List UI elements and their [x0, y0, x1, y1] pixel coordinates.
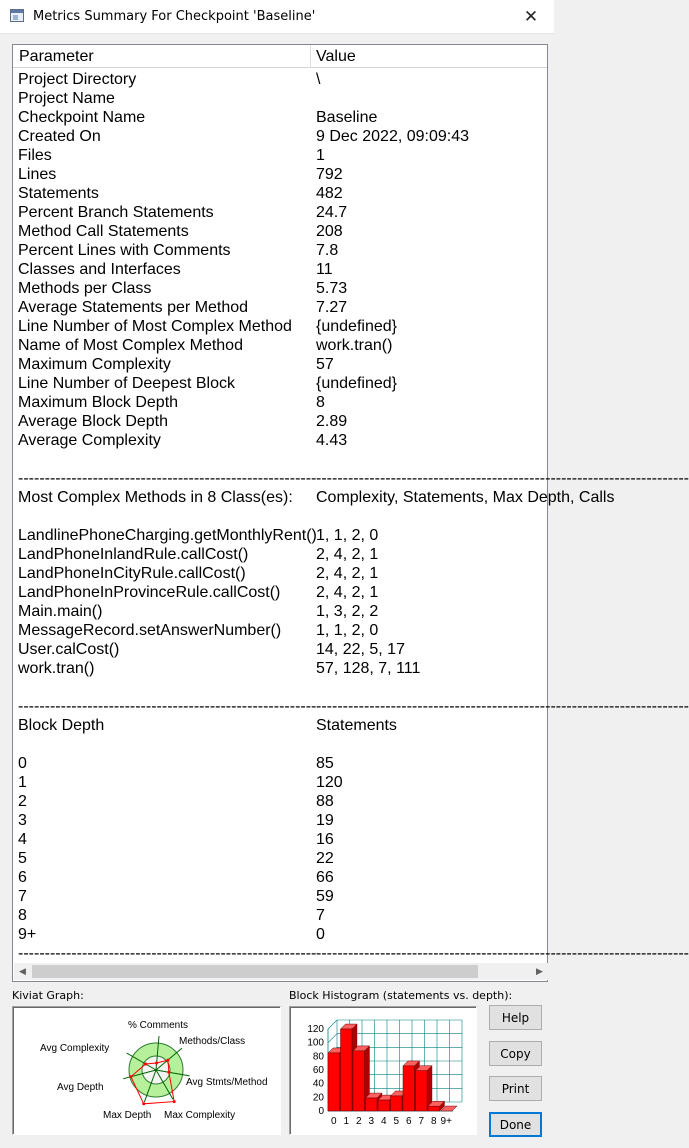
- parameter-cell: Average Complexity: [18, 432, 161, 449]
- table-row[interactable]: [13, 241, 547, 260]
- value-cell: 120: [316, 774, 343, 791]
- kiviat-axis-label: Avg Depth: [57, 1082, 104, 1093]
- table-row[interactable]: [13, 393, 547, 412]
- app-window-icon: [10, 9, 24, 22]
- table-row[interactable]: [13, 944, 689, 963]
- parameter-cell: 9+: [18, 926, 37, 943]
- block-histogram: [290, 1007, 476, 1134]
- table-row[interactable]: [13, 355, 547, 374]
- value-cell: 482: [316, 185, 343, 202]
- table-row[interactable]: [13, 469, 689, 488]
- parameter-cell: 4: [18, 831, 27, 848]
- parameter-cell: --------------------------------------------------------: [18, 945, 317, 962]
- column-header-parameter[interactable]: Parameter: [13, 45, 311, 68]
- parameter-cell: Methods per Class: [18, 280, 152, 297]
- histogram-panel: [289, 1006, 477, 1135]
- histogram-y-tick-label: 80: [312, 1051, 324, 1063]
- parameter-cell: Project Name: [18, 90, 115, 107]
- table-row[interactable]: [13, 792, 547, 811]
- table-row[interactable]: [13, 507, 547, 526]
- table-row[interactable]: [13, 659, 547, 678]
- parameter-cell: User.calCost(): [18, 641, 120, 658]
- histogram-grid-line: [328, 1034, 337, 1043]
- table-row[interactable]: [13, 716, 547, 735]
- table-row[interactable]: [13, 279, 547, 298]
- table-row[interactable]: [13, 773, 547, 792]
- window-title: Metrics Summary For Checkpoint 'Baseline': [33, 9, 316, 24]
- table-row[interactable]: [13, 526, 547, 545]
- parameter-cell: Average Block Depth: [18, 413, 169, 430]
- histogram-y-tick-label: 120: [307, 1024, 324, 1035]
- scroll-right-arrow-icon[interactable]: ▶: [536, 966, 543, 976]
- value-cell: 85: [316, 755, 334, 772]
- parameter-cell: --------------------------------------------------------: [18, 698, 317, 715]
- table-row[interactable]: [13, 735, 547, 754]
- histogram-x-tick-label: 4: [380, 1116, 387, 1127]
- parameter-cell: 3: [18, 812, 27, 829]
- copy-button[interactable]: Copy: [489, 1041, 542, 1066]
- parameter-cell: Statements: [18, 185, 99, 202]
- parameter-cell: 1: [18, 774, 27, 791]
- table-row[interactable]: [13, 640, 547, 659]
- value-cell: 792: [316, 166, 343, 183]
- histogram-x-tick-label: 7: [418, 1116, 425, 1127]
- title-bar: [0, 0, 554, 34]
- histogram-x-tick-label: 3: [368, 1116, 375, 1127]
- parameter-cell: MessageRecord.setAnswerNumber(): [18, 622, 282, 639]
- value-cell: 4.43: [316, 432, 348, 449]
- histogram-y-tick-label: 0: [318, 1106, 324, 1117]
- parameter-cell: 8: [18, 907, 27, 924]
- value-cell: 16: [316, 831, 334, 848]
- parameter-cell: Average Statements per Method: [18, 299, 249, 316]
- kiviat-metric-point: [173, 1100, 176, 1103]
- parameter-cell: Checkpoint Name: [18, 109, 146, 126]
- value-cell: 66: [316, 869, 334, 886]
- done-button[interactable]: Done: [489, 1112, 542, 1137]
- scroll-thumb[interactable]: [32, 965, 478, 978]
- value-cell: 1: [316, 147, 325, 164]
- value-cell: 208: [316, 223, 343, 240]
- kiviat-metric-point: [129, 1075, 132, 1078]
- close-icon: ✕: [523, 7, 539, 26]
- help-button[interactable]: Help: [489, 1005, 542, 1030]
- table-row[interactable]: [13, 678, 547, 697]
- histogram-x-tick-label: 8: [430, 1116, 437, 1127]
- value-cell: {undefined}: [316, 375, 397, 392]
- table-row[interactable]: [13, 697, 689, 716]
- parameter-cell: Most Complex Methods in 8 Class(es):: [18, 489, 293, 506]
- parameter-cell: Project Directory: [18, 71, 137, 88]
- table-row[interactable]: [13, 811, 547, 830]
- metrics-list[interactable]: [12, 44, 689, 982]
- table-row[interactable]: [13, 488, 615, 507]
- table-row[interactable]: [13, 146, 547, 165]
- table-row[interactable]: [13, 222, 547, 241]
- parameter-cell: LandPhoneInProvinceRule.callCost(): [18, 584, 281, 601]
- value-cell: 2.89: [316, 413, 348, 430]
- kiviat-axis-label: Max Complexity: [164, 1110, 236, 1121]
- kiviat-graph-panel: [12, 1006, 281, 1135]
- table-row[interactable]: [13, 621, 547, 640]
- parameter-cell: Line Number of Most Complex Method: [18, 318, 292, 335]
- kiviat-axis-label: Max Depth: [103, 1110, 152, 1121]
- table-row[interactable]: [13, 887, 547, 906]
- table-row[interactable]: [13, 260, 547, 279]
- histogram-y-tick-label: 100: [307, 1037, 324, 1049]
- value-cell: 88: [316, 793, 334, 810]
- scroll-left-arrow-icon[interactable]: ◀: [19, 966, 26, 976]
- parameter-cell: work.tran(): [18, 660, 95, 677]
- table-row[interactable]: [13, 336, 547, 355]
- histogram-y-tick-label: 20: [312, 1092, 324, 1104]
- table-row[interactable]: [13, 545, 547, 564]
- value-cell: 57, 128, 7, 111: [316, 660, 421, 677]
- histogram-label: Block Histogram (statements vs. depth):: [289, 989, 513, 1002]
- table-row[interactable]: [13, 298, 547, 317]
- list-header: [13, 45, 547, 68]
- parameter-cell: 7: [18, 888, 27, 905]
- parameter-cell: Classes and Interfaces: [18, 261, 181, 278]
- parameter-cell: Name of Most Complex Method: [18, 337, 243, 354]
- parameter-cell: Line Number of Deepest Block: [18, 375, 235, 392]
- kiviat-metric-point: [142, 1102, 145, 1105]
- kiviat-metric-point: [167, 1071, 170, 1074]
- value-cell: 2, 4, 2, 1: [316, 546, 379, 563]
- parameter-cell: Percent Branch Statements: [18, 204, 214, 221]
- kiviat-metric-point: [144, 1063, 147, 1066]
- parameter-cell: LandPhoneInCityRule.callCost(): [18, 565, 246, 582]
- kiviat-axis-label: Avg Stmts/Method: [186, 1077, 268, 1088]
- value-cell: 7: [316, 907, 325, 924]
- parameter-cell: 2: [18, 793, 27, 810]
- value-cell: ----------------------------------------------------------------------: [316, 698, 689, 715]
- parameter-cell: Maximum Block Depth: [18, 394, 179, 411]
- kiviat-metric-point: [155, 1062, 158, 1065]
- histogram-x-tick-label: 6: [405, 1116, 412, 1127]
- value-cell: work.tran(): [316, 337, 393, 354]
- value-cell: 7.8: [316, 242, 339, 259]
- parameter-cell: Block Depth: [18, 717, 105, 734]
- value-cell: Statements: [316, 717, 397, 734]
- table-row[interactable]: [13, 431, 547, 450]
- value-cell: 9 Dec 2022, 09:09:43: [316, 128, 470, 145]
- value-cell: 59: [316, 888, 334, 905]
- parameter-cell: 0: [18, 755, 27, 772]
- histogram-x-tick-label: 2: [355, 1116, 362, 1127]
- value-cell: 2, 4, 2, 1: [316, 584, 379, 601]
- value-cell: ----------------------------------------------------------------------: [316, 945, 689, 962]
- table-row[interactable]: [13, 564, 547, 583]
- table-row[interactable]: [13, 849, 547, 868]
- value-cell: \: [316, 71, 321, 88]
- histogram-x-tick-label: 5: [393, 1116, 400, 1127]
- table-row[interactable]: [13, 925, 547, 944]
- table-row[interactable]: [13, 108, 547, 127]
- parameter-cell: Lines: [18, 166, 57, 183]
- kiviat-axis-label: Methods/Class: [179, 1036, 246, 1047]
- value-cell: 0: [316, 926, 325, 943]
- histogram-x-tick-label: 1: [343, 1116, 350, 1127]
- value-cell: 11: [316, 261, 333, 278]
- parameter-cell: LandPhoneInlandRule.callCost(): [18, 546, 249, 563]
- value-cell: 24.7: [316, 204, 348, 221]
- table-row[interactable]: [13, 165, 547, 184]
- parameter-cell: 5: [18, 850, 27, 867]
- value-cell: 5.73: [316, 280, 348, 297]
- table-row[interactable]: [13, 583, 547, 602]
- parameter-cell: Method Call Statements: [18, 223, 189, 240]
- value-cell: 2, 4, 2, 1: [316, 565, 379, 582]
- value-cell: 14, 22, 5, 17: [316, 641, 405, 658]
- table-row[interactable]: [13, 70, 547, 89]
- table-row[interactable]: [13, 184, 547, 203]
- value-cell: 1, 1, 2, 0: [316, 527, 379, 544]
- value-cell: 8: [316, 394, 325, 411]
- histogram-y-tick-label: 60: [312, 1065, 324, 1076]
- value-cell: {undefined}: [316, 318, 397, 335]
- histogram-x-tick-label: 0: [330, 1116, 337, 1127]
- parameter-cell: LandlinePhoneCharging.getMonthlyRent(): [18, 527, 317, 544]
- table-row[interactable]: [13, 127, 547, 146]
- kiviat-axis-label: Avg Complexity: [40, 1043, 110, 1054]
- histogram-y-tick-label: 40: [312, 1078, 324, 1090]
- table-row[interactable]: [13, 450, 547, 469]
- table-row[interactable]: [13, 906, 547, 925]
- parameter-cell: Main.main(): [18, 603, 103, 620]
- value-cell: Complexity, Statements, Max Depth, Calls: [316, 489, 615, 506]
- value-cell: 22: [316, 850, 334, 867]
- kiviat-metric-point: [166, 1059, 169, 1062]
- histogram-x-tick-label: 9+: [440, 1116, 452, 1127]
- value-cell: Baseline: [316, 109, 378, 126]
- kiviat-graph: [13, 1007, 280, 1134]
- parameter-cell: Files: [18, 147, 52, 164]
- horizontal-scrollbar[interactable]: [14, 963, 548, 980]
- column-header-value[interactable]: Value: [316, 48, 356, 65]
- kiviat-axis-label: % Comments: [127, 1020, 189, 1031]
- histogram-grid-line: [328, 1020, 337, 1029]
- table-row[interactable]: [13, 412, 547, 431]
- value-cell: ----------------------------------------------------------------------: [316, 470, 689, 487]
- parameter-cell: Percent Lines with Comments: [18, 242, 231, 259]
- parameter-cell: --------------------------------------------------------: [18, 470, 317, 487]
- table-row[interactable]: [13, 754, 547, 773]
- metrics-rows: [13, 70, 689, 963]
- histogram-bar: [416, 1066, 432, 1111]
- table-row[interactable]: [13, 203, 547, 222]
- value-cell: 1, 1, 2, 0: [316, 622, 379, 639]
- value-cell: 57: [316, 356, 334, 373]
- table-row[interactable]: [13, 830, 547, 849]
- print-button[interactable]: Print: [489, 1076, 542, 1101]
- table-row[interactable]: [13, 374, 547, 393]
- table-row[interactable]: [13, 89, 547, 108]
- table-row[interactable]: [13, 602, 547, 621]
- parameter-cell: Maximum Complexity: [18, 356, 171, 373]
- close-button[interactable]: [508, 0, 554, 34]
- table-row[interactable]: [13, 868, 547, 887]
- table-row[interactable]: [13, 317, 547, 336]
- kiviat-label: Kiviat Graph:: [12, 989, 84, 1002]
- value-cell: 19: [316, 812, 334, 829]
- value-cell: 1, 3, 2, 2: [316, 603, 379, 620]
- value-cell: 7.27: [316, 299, 348, 316]
- parameter-cell: 6: [18, 869, 27, 886]
- parameter-cell: Created On: [18, 128, 101, 145]
